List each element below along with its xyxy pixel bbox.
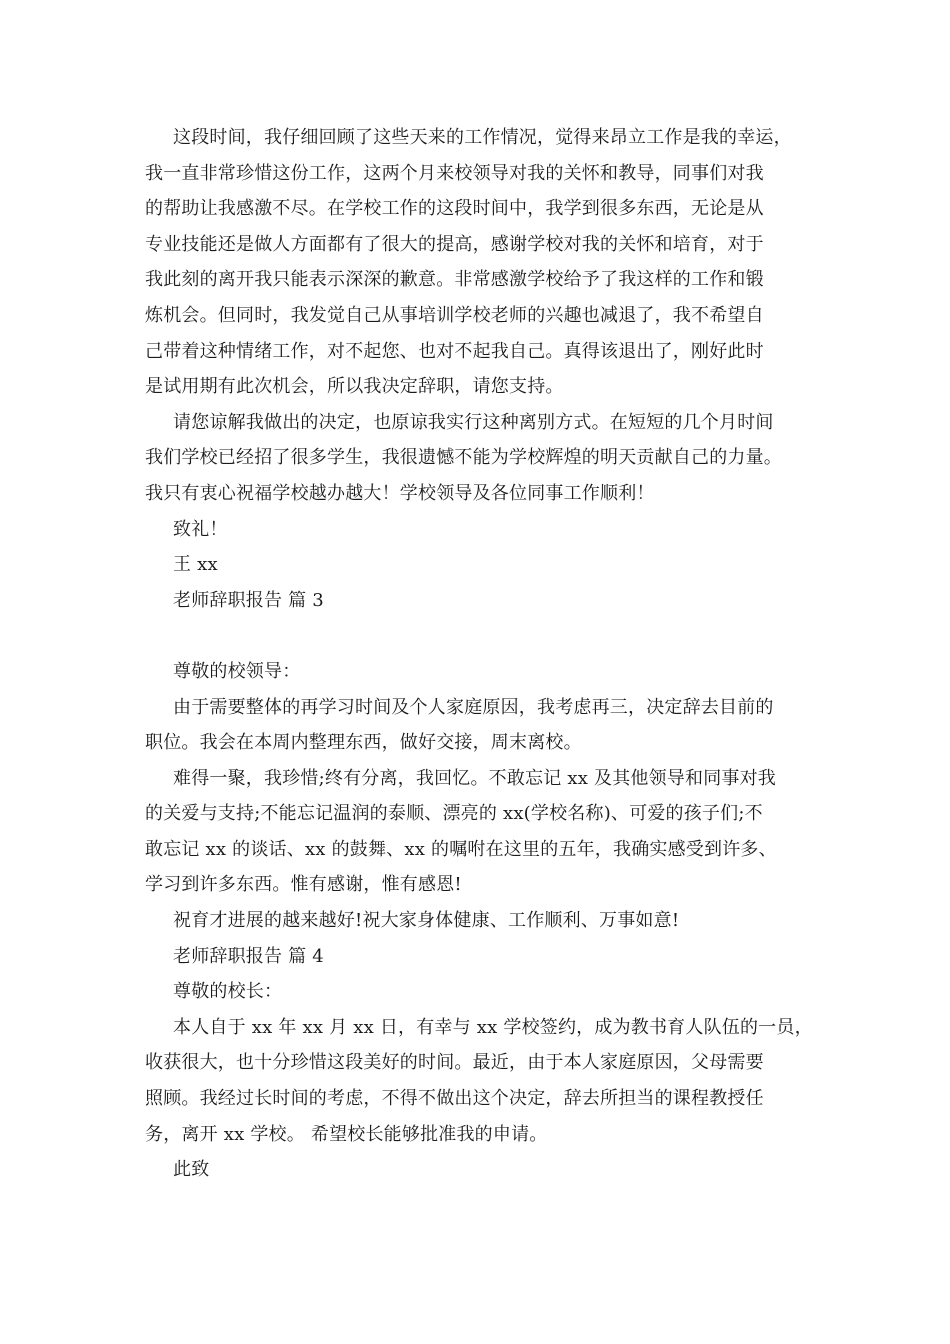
text-line: 祝育才进展的越来越好!祝大家身体健康、工作顺利、万事如意!: [173, 910, 680, 932]
text-line: 致礼！: [173, 518, 228, 540]
text-line: 务，离开 xx 学校。 希望校长能够批准我的申请。: [145, 1123, 548, 1145]
blank-line: [145, 618, 825, 654]
text-line: 王 xx: [173, 554, 218, 576]
text-line: 敢忘记 xx 的谈话、xx 的鼓舞、xx 的嘱咐在这里的五年，我确实感受到许多、: [145, 838, 777, 860]
text-line: 炼机会。但同时，我发觉自己从事培训学校老师的兴趣也减退了，我不希望自: [145, 304, 764, 326]
text-line: 难得一聚，我珍惜;终有分离，我回忆。不敢忘记 xx 及其他领导和同事对我: [173, 767, 777, 789]
text-line: 尊敬的校领导：: [173, 660, 301, 682]
text-line: 尊敬的校长：: [173, 981, 283, 1003]
text-line: 本人自于 xx 年 xx 月 xx 日，有幸与 xx 学校签约，成为教书育人队伍的一员，: [173, 1016, 813, 1038]
text-line: 老师辞职报告 篇 4: [173, 945, 324, 967]
text-line: 我们学校已经招了很多学生，我很遗憾不能为学校辉煌的明天贡献自己的力量。: [145, 447, 782, 469]
text-line: 专业技能还是做人方面都有了很大的提高，感谢学校对我的关怀和培育，对于: [145, 233, 764, 255]
text-line: 学习到许多东西。惟有感谢，惟有感恩!: [145, 874, 462, 896]
text-line: 请您谅解我做出的决定，也原谅我实行这种离别方式。在短短的几个月时间: [173, 411, 774, 433]
text-line: 我只有衷心祝福学校越办越大！学校领导及各位同事工作顺利！: [145, 482, 655, 504]
text-line: 己带着这种情绪工作，对不起您、也对不起我自己。真得该退出了，刚好此时: [145, 340, 764, 362]
text-line: 我此刻的离开我只能表示深深的歉意。非常感激学校给予了我这样的工作和锻: [145, 269, 764, 291]
text-line: 是试用期有此次机会，所以我决定辞职，请您支持。: [145, 376, 564, 398]
text-line: 由于需要整体的再学习时间及个人家庭原因，我考虑再三，决定辞去目前的: [173, 696, 774, 718]
text-line: 的帮助让我感激不尽。在学校工作的这段时间中，我学到很多东西，无论是从: [145, 198, 764, 220]
text-line: 职位。我会在本周内整理东西，做好交接，周末离校。: [145, 732, 582, 754]
text-line: 照顾。我经过长时间的考虑，不得不做出这个决定，辞去所担当的课程教授任: [145, 1088, 764, 1110]
text-line: 此致: [173, 1159, 210, 1181]
text-line: 收获很大，也十分珍惜这段美好的时间。最近，由于本人家庭原因，父母需要: [145, 1052, 764, 1074]
text-line: 我一直非常珍惜这份工作，这两个月来校领导对我的关怀和教导，同事们对我: [145, 162, 764, 184]
text-line: 这段时间，我仔细回顾了这些天来的工作情况，觉得来昂立工作是我的幸运，: [173, 127, 792, 148]
document-body: [145, 120, 825, 1188]
text-line: 老师辞职报告 篇 3: [173, 589, 324, 611]
text-line: 的关爱与支持;不能忘记温润的泰顺、漂亮的 xx(学校名称)、可爱的孩子们;不: [145, 803, 763, 825]
